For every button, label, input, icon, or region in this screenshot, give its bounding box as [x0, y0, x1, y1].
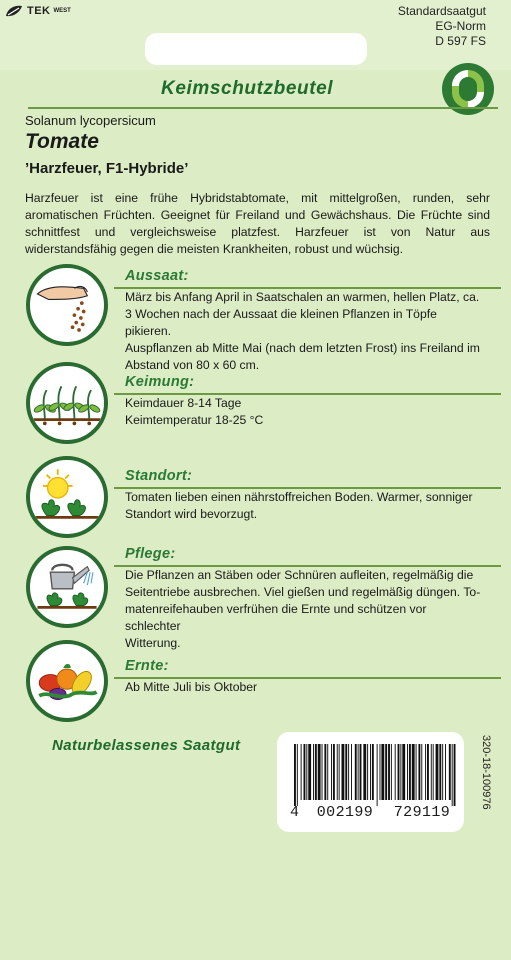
barcode-bar	[324, 744, 326, 800]
barcode-digits-left: 002199	[316, 804, 374, 821]
banner-text: Keimschutzbeutel	[161, 78, 334, 99]
text-line: Keimtemperatur 18-25 °C	[125, 413, 264, 427]
barcode-bar	[322, 744, 323, 800]
barcode-icon	[290, 744, 460, 806]
barcode-bar	[345, 744, 347, 800]
barcode-bar	[294, 744, 296, 806]
text-line: 3 Wochen nach der Aussaat die kleinen Pflanzen in Töpfe pikieren.	[125, 307, 437, 338]
barcode-bar	[400, 744, 401, 800]
leaf-logo-icon	[4, 4, 24, 18]
section-pflege	[26, 546, 501, 650]
barcode-bar	[342, 744, 345, 800]
barcode-bar	[337, 744, 338, 800]
barcode-bar	[297, 744, 298, 806]
barcode-bar	[391, 744, 392, 800]
barcode-bar	[402, 744, 405, 800]
barcode-bar	[388, 744, 390, 800]
text-line: Seitentriebe ausbrechen. Viel gießen und regelmäßig düngen. To-	[125, 585, 481, 599]
harvest-vegetables-icon	[26, 640, 108, 722]
text-line: Witterung.	[125, 636, 181, 650]
barcode-bar	[452, 744, 453, 806]
variety-name: ’Harzfeuer, F1-Hybride’	[25, 160, 189, 177]
divider	[28, 107, 498, 109]
barcode-number	[290, 804, 460, 821]
text-line: Die Pflanzen an Stäben oder Schnüren aufleiten, regelmäßig die	[125, 568, 474, 582]
section-keimung	[26, 362, 501, 452]
watering-can-icon	[26, 546, 108, 628]
barcode-bar	[333, 744, 335, 800]
barcode-digits-right: 729119	[393, 804, 451, 821]
barcode-bar	[409, 744, 411, 800]
norm-line: EG-Norm	[435, 19, 486, 33]
section-heading: Aussaat:	[125, 268, 189, 284]
product-title: Tomate	[25, 130, 99, 153]
barcode-bar	[425, 744, 426, 800]
barcode-bar	[327, 744, 328, 800]
text-line: Abstand von 80 x 60 cm.	[125, 358, 260, 372]
label-pill	[145, 33, 367, 65]
tekwest-logo	[4, 4, 71, 18]
sowing-hand-icon	[26, 264, 108, 346]
barcode-bar	[454, 744, 456, 806]
barcode-bar	[412, 744, 415, 800]
barcode-bar	[351, 744, 352, 800]
text-line: Tomaten lieben einen nährstoffreichen Boden. Warmer, sonniger	[125, 490, 473, 504]
barcode-bar	[445, 744, 446, 800]
barcode-bar	[355, 744, 357, 800]
barcode-bar	[449, 744, 451, 800]
barcode-bar	[380, 744, 381, 800]
barcode-bar	[348, 744, 349, 800]
text-line: Keimdauer 8-14 Tage	[125, 396, 242, 410]
barcode-bar	[367, 744, 368, 800]
text-line: matenreifehauben verfrühen die Ernte und schützen vor schlechter	[125, 602, 427, 633]
barcode-bar	[306, 744, 307, 800]
barcode-bar	[304, 744, 306, 800]
barcode-bar	[395, 744, 396, 800]
barcode-bar	[436, 744, 439, 800]
latin-name: Solanum lycopersicum	[25, 113, 156, 128]
barcode-digit-lead: 4	[290, 804, 300, 821]
barcode-bar	[421, 744, 422, 800]
barcode-bar	[363, 744, 366, 800]
logo-subtext: WEST	[53, 8, 71, 14]
logo-text: TEK	[27, 5, 51, 17]
barcode-bar	[313, 744, 314, 800]
barcode-bar	[318, 744, 321, 800]
section-body	[125, 679, 483, 696]
barcode-bar	[398, 744, 400, 800]
barcode-bar	[377, 744, 378, 806]
barcode-bar	[339, 744, 340, 800]
section-heading: Keimung:	[125, 374, 195, 390]
barcode-bar	[331, 744, 332, 800]
barcode-bar	[372, 744, 374, 800]
barcode-bar	[439, 744, 441, 800]
standard-line: Standardsaatgut	[397, 4, 486, 18]
section-ernte	[26, 640, 501, 730]
barcode-bar	[433, 744, 434, 800]
text-line: Standort wird bevorzugt.	[125, 507, 258, 521]
text-line: März bis Anfang April in Saatschalen an warmen, hellen Platz, ca.	[125, 290, 480, 304]
barcode-bar	[416, 744, 417, 800]
barcode-bar	[301, 744, 302, 800]
section-aussaat	[26, 264, 501, 372]
barcode-bar	[308, 744, 311, 800]
barcode-bar	[381, 744, 384, 800]
section-body	[125, 395, 483, 429]
text-line: Ab Mitte Juli bis Oktober	[125, 680, 258, 694]
section-heading: Pflege:	[125, 546, 176, 562]
barcode-bar	[315, 744, 317, 800]
description: Harzfeuer ist eine frühe Hybridstabtomate, mit mittelgroßen, runden, sehr aromatischen Früchten. Geeignet für Freiland und Gewächshaus. Die Früchte sind schnittfest und vergleichsweise platzfest. Harzfeuer ist von Natur aus widerstandsfähig gegen die meisten Krankheiten, robust und wüchsig.	[25, 191, 490, 256]
barcode-bar	[370, 744, 371, 800]
barcode-bar	[442, 744, 443, 800]
seedlings-icon	[26, 362, 108, 444]
text-line: Auspflanzen ab Mitte Mai (nach dem letzten Frost) ins Freiland im	[125, 341, 480, 355]
barcode-bar	[431, 744, 432, 800]
natural-seed-label: Naturbelassenes Saatgut	[52, 737, 241, 754]
section-heading: Ernte:	[125, 658, 169, 674]
barcode-bar	[385, 744, 387, 800]
section-heading: Standort:	[125, 468, 193, 484]
standard-info	[398, 4, 486, 49]
section-body	[125, 489, 483, 523]
code-line: D 597 FS	[435, 34, 486, 48]
sun-plants-icon	[26, 456, 108, 538]
batch-number: 320-18-100976	[480, 735, 492, 810]
barcode-bar	[358, 744, 359, 800]
barcode-bar	[427, 744, 429, 800]
barcode-bar	[418, 744, 420, 800]
section-standort	[26, 456, 501, 544]
barcode-bar	[360, 744, 362, 800]
barcode-bar	[407, 744, 408, 800]
